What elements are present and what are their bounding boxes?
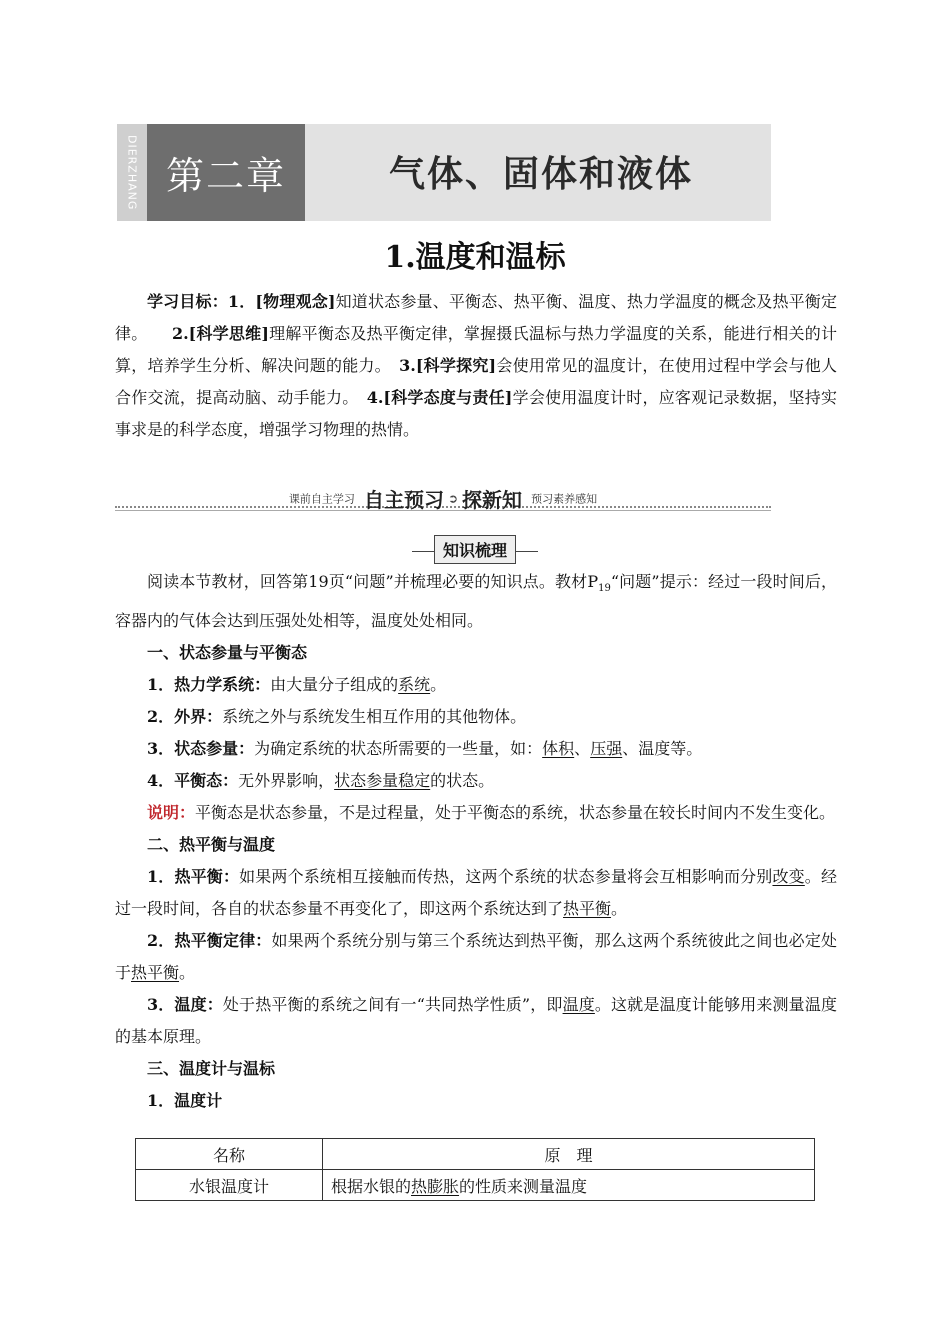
objective-4-number: 4. xyxy=(366,388,384,407)
section-1-heading xyxy=(115,637,837,669)
s1-item-1-answer: 系统 xyxy=(398,675,431,695)
s1-item-4 xyxy=(115,765,837,797)
principle-answer: 热膨胀 xyxy=(411,1176,460,1196)
knowledge-tag-row xyxy=(0,535,950,564)
s3-item-1 xyxy=(115,1085,837,1117)
objectives-paragraph xyxy=(115,286,837,446)
s1-item-3-sep: 、 xyxy=(574,739,591,759)
chapter-label-box xyxy=(147,124,305,221)
s2-item-3 xyxy=(115,989,837,1053)
intro-text-1: 阅读本节教材，回答第19页“问题”并梳理必要的知识点。教材P xyxy=(147,572,599,591)
s2-item-1-answer-1: 改变 xyxy=(772,867,805,887)
principle-text-b: 的性质来测量温度 xyxy=(459,1176,588,1196)
table-cell-principle xyxy=(323,1170,815,1201)
note-text: 平衡态是状态参量，不是过程量，处于平衡态的系统，状态参量在较长时间内不发生变化。 xyxy=(195,803,836,823)
tag-line-right xyxy=(516,551,538,552)
s1-item-3-label: 3．状态参量： xyxy=(147,739,255,759)
objective-2-text: 理解平衡态及热平衡定律，掌握摄氏温标与热力学温度的关系，能进行相关的计算，培养学生分析、解决问题的能力。 xyxy=(115,324,837,375)
s1-item-2-label: 2．外界： xyxy=(147,707,223,727)
intro-text-2: “问题”提示：经过一段时间后，容器内的气体会达到压强处处相等，温度处处相同。 xyxy=(115,572,837,631)
s2-item-3-end: 。这就是温度计能够用来测量温度的基本原理。 xyxy=(115,995,837,1047)
intro-paragraph xyxy=(115,566,837,637)
table-row xyxy=(136,1170,815,1201)
s2-item-1-mid: 。经过一段时间，各自的状态参量不再变化了，即这两个系统达到了 xyxy=(115,867,837,919)
s1-item-2 xyxy=(115,701,837,733)
section-title: 1.温度和温标 xyxy=(384,240,566,275)
s2-item-3-text: 处于热平衡的系统之间有一“共同热学性质”，即 xyxy=(222,995,563,1015)
s1-item-4-text: 无外界影响， xyxy=(238,771,335,791)
objective-4-tag: [科学态度与责任] xyxy=(383,388,513,407)
s2-item-1-end: 。 xyxy=(611,899,628,919)
table-cell-name: 水银温度计 xyxy=(136,1170,323,1201)
table-header-name: 名称 xyxy=(136,1139,323,1170)
objective-4-text: 学会使用温度计时，应客观记录数据，坚持实事求是的科学态度，增强学习物理的热情。 xyxy=(115,388,837,439)
banner-side-text: DIERZHANG xyxy=(125,134,139,211)
s1-item-3-end: 、温度等。 xyxy=(622,739,703,759)
s2-item-1-label: 1．热平衡： xyxy=(147,867,240,887)
thermometer-table xyxy=(135,1138,815,1201)
intro-subscript: 19 xyxy=(598,583,611,595)
s1-item-3-answer-1: 体积 xyxy=(542,739,575,759)
s1-item-4-label: 4．平衡态： xyxy=(147,771,239,791)
s2-item-1-text: 如果两个系统相互接触而传热，这两个系统的状态参量将会互相影响而分别 xyxy=(239,867,773,887)
s1-item-3-answer-2: 压强 xyxy=(590,739,623,759)
s1-item-1-text: 由大量分子组成的 xyxy=(270,675,399,695)
table-header-principle: 原 理 xyxy=(323,1139,815,1170)
s1-item-2-text: 系统之外与系统发生相互作用的其他物体。 xyxy=(222,707,527,727)
note-label: 说明： xyxy=(147,803,196,823)
divider-main-text-1: 自主预习 xyxy=(363,488,444,512)
chapter-banner xyxy=(117,124,771,221)
s2-item-2-text: 如果两个系统分别与第三个系统达到热平衡，那么这两个系统彼此之间也必定处于 xyxy=(115,931,837,983)
objective-2-tag: [科学思维] xyxy=(188,324,269,343)
banner-side-strip xyxy=(117,124,147,221)
principle-text-a: 根据水银的 xyxy=(331,1176,412,1196)
objective-1-tag: [物理观念] xyxy=(255,292,336,311)
s1-item-4-end: 的状态。 xyxy=(430,771,495,791)
arrow-circle-icon: ➲ xyxy=(447,491,459,506)
objective-3-number: 3. xyxy=(399,356,416,375)
s1-item-4-answer: 状态参量稳定 xyxy=(334,771,431,791)
section-3-heading xyxy=(115,1053,837,1085)
objectives-label: 学习目标： xyxy=(147,292,228,311)
s2-item-3-label: 3．温度： xyxy=(147,995,223,1015)
objective-3-tag: [科学探究] xyxy=(415,356,497,375)
objective-1-text: 知道状态参量、平衡态、热平衡、温度、热力学温度的概念及热平衡定律。 xyxy=(115,292,837,343)
s2-item-3-answer: 温度 xyxy=(562,995,595,1015)
s1-item-3-text: 为确定系统的状态所需要的一些量，如： xyxy=(254,739,543,759)
chapter-title: 气体、固体和液体 xyxy=(389,153,694,195)
divider-heading xyxy=(115,484,771,513)
learning-objectives xyxy=(115,286,837,446)
s2-item-1-answer-2: 热平衡 xyxy=(563,899,612,919)
s1-note xyxy=(115,797,837,829)
tag-line-left xyxy=(412,551,434,552)
objective-2-number: 2. xyxy=(171,324,189,343)
section-1-title: 一、状态参量与平衡态 xyxy=(147,643,308,663)
s2-item-2-end: 。 xyxy=(179,963,196,983)
divider-main-text-2: 探新知 xyxy=(462,488,523,512)
s2-item-1 xyxy=(115,861,837,925)
s1-item-1-end: 。 xyxy=(430,675,447,695)
s2-item-2-label: 2．热平衡定律： xyxy=(147,931,272,951)
objective-1-number: 1． xyxy=(227,292,256,311)
s1-item-3 xyxy=(115,733,837,765)
section-2-heading xyxy=(115,829,837,861)
knowledge-tag: 知识梳理 xyxy=(434,535,516,564)
section-2-title: 二、热平衡与温度 xyxy=(147,835,276,855)
section-divider xyxy=(115,484,771,514)
main-content xyxy=(115,566,837,1117)
s3-item-1-label: 1．温度计 xyxy=(147,1091,223,1111)
chapter-label: 第二章 xyxy=(165,154,286,198)
s2-item-2-answer: 热平衡 xyxy=(131,963,180,983)
table-header-row xyxy=(136,1139,815,1170)
section-3-title: 三、温度计与温标 xyxy=(147,1059,276,1079)
s2-item-2 xyxy=(115,925,837,989)
s1-item-1-label: 1．热力学系统： xyxy=(147,675,271,695)
s1-item-1 xyxy=(115,669,837,701)
objective-3-text: 会使用常见的温度计，在使用过程中学会与他人合作交流，提高动脑、动手能力。 xyxy=(115,356,837,407)
divider-left-text: 课前自主学习 xyxy=(288,492,355,506)
divider-right-text: 预习素养感知 xyxy=(531,492,598,506)
